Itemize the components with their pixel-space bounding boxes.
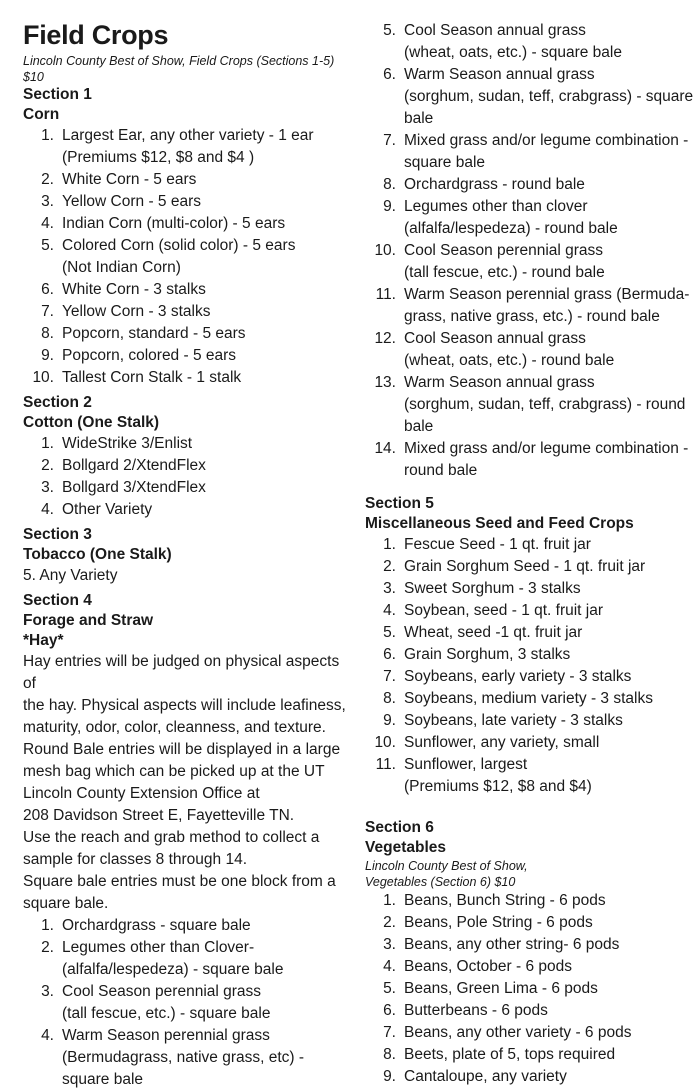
list-item	[365, 710, 695, 732]
item-text	[54, 499, 353, 521]
item-number: 10.	[32, 369, 54, 386]
item-number: 8.	[383, 176, 396, 193]
section-1	[23, 85, 353, 389]
item-text-line: Mixed grass and/or legume combination -	[404, 132, 689, 149]
section-2	[23, 393, 353, 521]
item-number: 5.	[383, 22, 396, 39]
item-list	[23, 433, 353, 521]
list-item	[365, 600, 695, 622]
list-item	[365, 240, 695, 284]
text-line: Lincoln County Best of Show,	[365, 859, 528, 873]
item-number: 1.	[41, 435, 54, 452]
item-number: 8.	[41, 325, 54, 342]
list-item	[23, 125, 353, 169]
item-text-line: Wheat, seed -1 qt. fruit jar	[404, 624, 583, 641]
item-text-line: White Corn - 3 stalks	[62, 281, 206, 298]
item-text-line: Warm Season perennial grass	[62, 1027, 270, 1044]
text-line: Vegetables (Section 6) $10	[365, 875, 516, 889]
list-item	[23, 477, 353, 499]
item-text	[396, 710, 695, 732]
item-number: 8.	[383, 690, 396, 707]
item-text-line: Cool Season annual grass	[404, 330, 586, 347]
section-subheading: Miscellaneous Seed and Feed Crops	[365, 515, 634, 532]
item-number: 3.	[383, 580, 396, 597]
item-text	[396, 20, 695, 64]
item-text-line: Yellow Corn - 5 ears	[62, 193, 201, 210]
section-6	[365, 818, 695, 1088]
item-number: 5.	[383, 980, 396, 997]
list-item	[365, 438, 695, 482]
item-text	[396, 284, 695, 328]
item-number: 1.	[41, 127, 54, 144]
item-number: 2.	[383, 558, 396, 575]
item-text	[396, 534, 695, 556]
item-text-line: round bale	[404, 462, 478, 479]
list-item	[365, 754, 695, 798]
section-5	[365, 494, 695, 798]
item-text-line: Warm Season annual grass	[404, 374, 595, 391]
list-item	[365, 934, 695, 956]
item-text-line: Largest Ear, any other variety - 1 ear	[62, 127, 314, 144]
item-text	[396, 174, 695, 196]
list-item	[23, 323, 353, 345]
item-text	[396, 1066, 695, 1088]
item-list	[23, 125, 353, 389]
item-number: 9.	[383, 712, 396, 729]
item-number: 11.	[375, 286, 396, 303]
list-item	[365, 666, 695, 688]
text-line: sample for classes 8 through 14.	[23, 851, 248, 868]
item-text	[54, 433, 353, 455]
item-text-line: (wheat, oats, etc.) - square bale	[404, 44, 622, 61]
item-text-line: (Bermudagrass, native grass, etc) -	[62, 1049, 305, 1066]
item-number: 9.	[383, 1068, 396, 1085]
item-number: 5.	[383, 624, 396, 641]
item-text	[54, 915, 353, 937]
text-line: square bale.	[23, 895, 109, 912]
item-number: 13.	[374, 374, 396, 391]
item-text	[396, 1044, 695, 1066]
item-text-line: Legumes other than clover	[404, 198, 588, 215]
item-text-line: Bollgard 2/XtendFlex	[62, 457, 206, 474]
item-number: 3.	[383, 936, 396, 953]
list-item	[23, 235, 353, 279]
list-item	[365, 556, 695, 578]
item-number: 4.	[383, 602, 396, 619]
item-number: 11.	[375, 756, 396, 773]
list-item	[365, 1044, 695, 1066]
text-line: the hay. Physical aspects will include leafiness,	[23, 697, 346, 714]
list-item	[23, 937, 353, 981]
section-heading: Section 1	[23, 86, 92, 103]
section-subheading: Cotton (One Stalk)	[23, 414, 160, 431]
item-number: 2.	[41, 939, 54, 956]
item-text	[396, 666, 695, 688]
item-text-line: (Premiums $12, $8 and $4 )	[62, 149, 255, 166]
item-text	[396, 1000, 695, 1022]
text-line: maturity, odor, color, cleanness, and texture.	[23, 719, 326, 736]
item-text-line: (alfalfa/lespedeza) - square bale	[62, 961, 284, 978]
item-text-line: (tall fescue, etc.) - round bale	[404, 264, 605, 281]
item-text	[54, 191, 353, 213]
item-text	[396, 438, 695, 482]
section-subheading: Corn	[23, 106, 60, 123]
list-item	[23, 367, 353, 389]
item-text	[396, 328, 695, 372]
item-text	[396, 372, 695, 438]
item-text-line: (sorghum, sudan, teff, crabgrass) - square bale	[404, 88, 694, 127]
item-text	[54, 345, 353, 367]
list-item	[365, 284, 695, 328]
item-number: 4.	[383, 958, 396, 975]
list-item	[365, 644, 695, 666]
item-text	[396, 196, 695, 240]
item-text	[54, 213, 353, 235]
item-number: 7.	[383, 1024, 396, 1041]
item-list	[365, 20, 695, 482]
list-item	[365, 622, 695, 644]
item-text-line: Sweet Sorghum - 3 stalks	[404, 580, 581, 597]
list-item: 5. Any Variety	[23, 567, 118, 584]
text-line: Hay entries will be judged on physical aspects of	[23, 653, 340, 692]
item-text	[54, 937, 353, 981]
list-item	[23, 1025, 353, 1091]
item-list	[365, 534, 695, 798]
item-text-line: Cool Season annual grass	[404, 22, 586, 39]
item-number: 1.	[383, 536, 396, 553]
list-item	[365, 130, 695, 174]
item-text	[396, 978, 695, 1000]
item-text-line: (Not Indian Corn)	[62, 259, 181, 276]
item-text	[396, 622, 695, 644]
text-line: Round Bale entries will be displayed in a large	[23, 741, 341, 758]
item-text-line: Soybeans, early variety - 3 stalks	[404, 668, 632, 685]
item-text	[54, 279, 353, 301]
item-number: 7.	[41, 303, 54, 320]
list-item	[23, 499, 353, 521]
item-text-line: Cantaloupe, any variety	[404, 1068, 567, 1085]
item-number: 4.	[41, 1027, 54, 1044]
text-line: Use the reach and grab method to collect a	[23, 829, 320, 846]
item-number: 10.	[374, 734, 396, 751]
list-item	[365, 1066, 695, 1088]
section-heading: Section 4	[23, 592, 92, 609]
best-of-show-note	[365, 858, 695, 890]
item-number: 7.	[383, 668, 396, 685]
right-column	[365, 0, 695, 1088]
item-number: 6.	[41, 281, 54, 298]
item-text	[396, 956, 695, 978]
item-number: 5.	[41, 237, 54, 254]
item-text	[54, 455, 353, 477]
list-item	[365, 912, 695, 934]
item-text-line: Orchardgrass - round bale	[404, 176, 585, 193]
item-text	[396, 240, 695, 284]
list-item	[23, 455, 353, 477]
page-title: Field Crops	[23, 20, 169, 50]
item-text-line: Beans, October - 6 pods	[404, 958, 573, 975]
list-item	[365, 578, 695, 600]
list-item	[23, 191, 353, 213]
item-text	[54, 169, 353, 191]
item-text	[396, 578, 695, 600]
item-text-line: Butterbeans - 6 pods	[404, 1002, 548, 1019]
list-item	[365, 534, 695, 556]
list-item	[365, 890, 695, 912]
item-number: 9.	[383, 198, 396, 215]
item-text	[54, 477, 353, 499]
item-text-line: Cool Season perennial grass	[404, 242, 604, 259]
item-text	[396, 600, 695, 622]
section-3	[23, 525, 353, 587]
item-text-line: Mixed grass and/or legume combination -	[404, 440, 689, 457]
item-text-line: Yellow Corn - 3 stalks	[62, 303, 211, 320]
item-text-line: Warm Season annual grass	[404, 66, 595, 83]
item-list	[23, 915, 353, 1091]
item-number: 1.	[383, 892, 396, 909]
item-text	[396, 130, 695, 174]
list-item	[365, 372, 695, 438]
item-text-line: Indian Corn (multi-color) - 5 ears	[62, 215, 286, 232]
item-text-line: (alfalfa/lespedeza) - round bale	[404, 220, 618, 237]
item-text	[396, 688, 695, 710]
section-heading: Section 5	[365, 495, 434, 512]
list-item	[23, 169, 353, 191]
item-number: 12.	[374, 330, 396, 347]
item-text-line: (Premiums $12, $8 and $4)	[404, 778, 592, 795]
item-text-line: Fescue Seed - 1 qt. fruit jar	[404, 536, 591, 553]
item-text	[54, 981, 353, 1025]
list-item	[23, 279, 353, 301]
text-line: 208 Davidson Street E, Fayetteville TN.	[23, 807, 295, 824]
item-text-line: Orchardgrass - square bale	[62, 917, 251, 934]
text-line: mesh bag which can be picked up at the UT	[23, 763, 325, 780]
item-text-line: Soybeans, late variety - 3 stalks	[404, 712, 623, 729]
item-number: 8.	[383, 1046, 396, 1063]
list-item	[365, 688, 695, 710]
item-text-line: Popcorn, standard - 5 ears	[62, 325, 246, 342]
item-number: 2.	[383, 914, 396, 931]
list-item	[23, 981, 353, 1025]
item-number: 1.	[41, 917, 54, 934]
item-text-line: (wheat, oats, etc.) - round bale	[404, 352, 615, 369]
text-line: Lincoln County Extension Office at	[23, 785, 260, 802]
hay-heading: *Hay*	[23, 632, 64, 649]
item-text	[396, 754, 695, 798]
item-text-line: Cool Season perennial grass	[62, 983, 262, 1000]
list-item	[23, 213, 353, 235]
list-item	[365, 956, 695, 978]
item-text-line: Colored Corn (solid color) - 5 ears	[62, 237, 296, 254]
item-text-line: square bale	[404, 154, 486, 171]
item-text-line: Grain Sorghum Seed - 1 qt. fruit jar	[404, 558, 646, 575]
item-number: 2.	[41, 457, 54, 474]
item-text	[396, 934, 695, 956]
item-text-line: Bollgard 3/XtendFlex	[62, 479, 206, 496]
item-text	[396, 1022, 695, 1044]
item-list	[365, 890, 695, 1088]
item-text-line: White Corn - 5 ears	[62, 171, 197, 188]
item-number: 6.	[383, 646, 396, 663]
item-text-line: Beans, Green Lima - 6 pods	[404, 980, 598, 997]
list-item	[365, 20, 695, 64]
item-text-line: Sunflower, any variety, small	[404, 734, 600, 751]
item-text-line: Beans, Pole String - 6 pods	[404, 914, 593, 931]
item-text-line: Tallest Corn Stalk - 1 stalk	[62, 369, 242, 386]
item-text	[54, 125, 353, 169]
item-text-line: WideStrike 3/Enlist	[62, 435, 193, 452]
item-number: 3.	[41, 193, 54, 210]
left-column	[23, 0, 353, 1091]
list-item	[23, 433, 353, 455]
list-item	[365, 1022, 695, 1044]
list-item	[365, 732, 695, 754]
item-text-line: (tall fescue, etc.) - square bale	[62, 1005, 271, 1022]
item-text	[396, 64, 695, 130]
list-item	[23, 345, 353, 367]
section-heading: Section 6	[365, 819, 434, 836]
list-item	[365, 64, 695, 130]
item-text-line: Soybean, seed - 1 qt. fruit jar	[404, 602, 604, 619]
section-heading: Section 2	[23, 394, 92, 411]
item-text	[54, 301, 353, 323]
item-number: 3.	[41, 479, 54, 496]
item-text	[396, 732, 695, 754]
item-text	[396, 556, 695, 578]
item-number: 14.	[374, 440, 396, 457]
section-subheading: Forage and Straw	[23, 612, 154, 629]
item-text-line: Soybeans, medium variety - 3 stalks	[404, 690, 653, 707]
list-item	[365, 174, 695, 196]
item-number: 7.	[383, 132, 396, 149]
item-number: 6.	[383, 1002, 396, 1019]
item-text-line: (sorghum, sudan, teff, crabgrass) - round bale	[404, 396, 686, 435]
item-number: 4.	[41, 501, 54, 518]
item-text-line: Popcorn, colored - 5 ears	[62, 347, 237, 364]
item-number: 4.	[41, 215, 54, 232]
section-subheading: Tobacco (One Stalk)	[23, 546, 172, 563]
text-line: Square bale entries must be one block from a	[23, 873, 336, 890]
section-heading: Section 3	[23, 526, 92, 543]
item-text-line: Beans, Bunch String - 6 pods	[404, 892, 606, 909]
item-number: 10.	[374, 242, 396, 259]
item-text	[54, 1025, 353, 1091]
item-text-line: Beets, plate of 5, tops required	[404, 1046, 616, 1063]
section-4	[23, 591, 353, 1091]
list-item	[23, 301, 353, 323]
item-text	[396, 912, 695, 934]
item-text-line: Sunflower, largest	[404, 756, 528, 773]
item-text	[54, 235, 353, 279]
item-text-line: Grain Sorghum, 3 stalks	[404, 646, 571, 663]
item-text	[54, 323, 353, 345]
item-number: 3.	[41, 983, 54, 1000]
list-item	[365, 196, 695, 240]
list-item	[365, 328, 695, 372]
item-text-line: Beans, any other string- 6 pods	[404, 936, 620, 953]
item-text	[54, 367, 353, 389]
item-text	[396, 890, 695, 912]
item-text-line: Warm Season perennial grass (Bermuda-	[404, 286, 690, 303]
item-text-line: Legumes other than Clover-	[62, 939, 255, 956]
list-item	[23, 915, 353, 937]
item-number: 2.	[41, 171, 54, 188]
hay-instructions	[23, 651, 353, 915]
list-item	[365, 978, 695, 1000]
item-text	[396, 644, 695, 666]
item-number: 6.	[383, 66, 396, 83]
item-number: 9.	[41, 347, 54, 364]
item-text-line: Beans, any other variety - 6 pods	[404, 1024, 632, 1041]
best-of-show-note: Lincoln County Best of Show, Field Crops (Sections 1-5) $10	[23, 54, 335, 84]
item-text-line: Other Variety	[62, 501, 153, 518]
item-text-line: square bale	[62, 1071, 144, 1088]
section-subheading: Vegetables	[365, 839, 446, 856]
item-text-line: grass, native grass, etc.) - round bale	[404, 308, 660, 325]
list-item	[365, 1000, 695, 1022]
